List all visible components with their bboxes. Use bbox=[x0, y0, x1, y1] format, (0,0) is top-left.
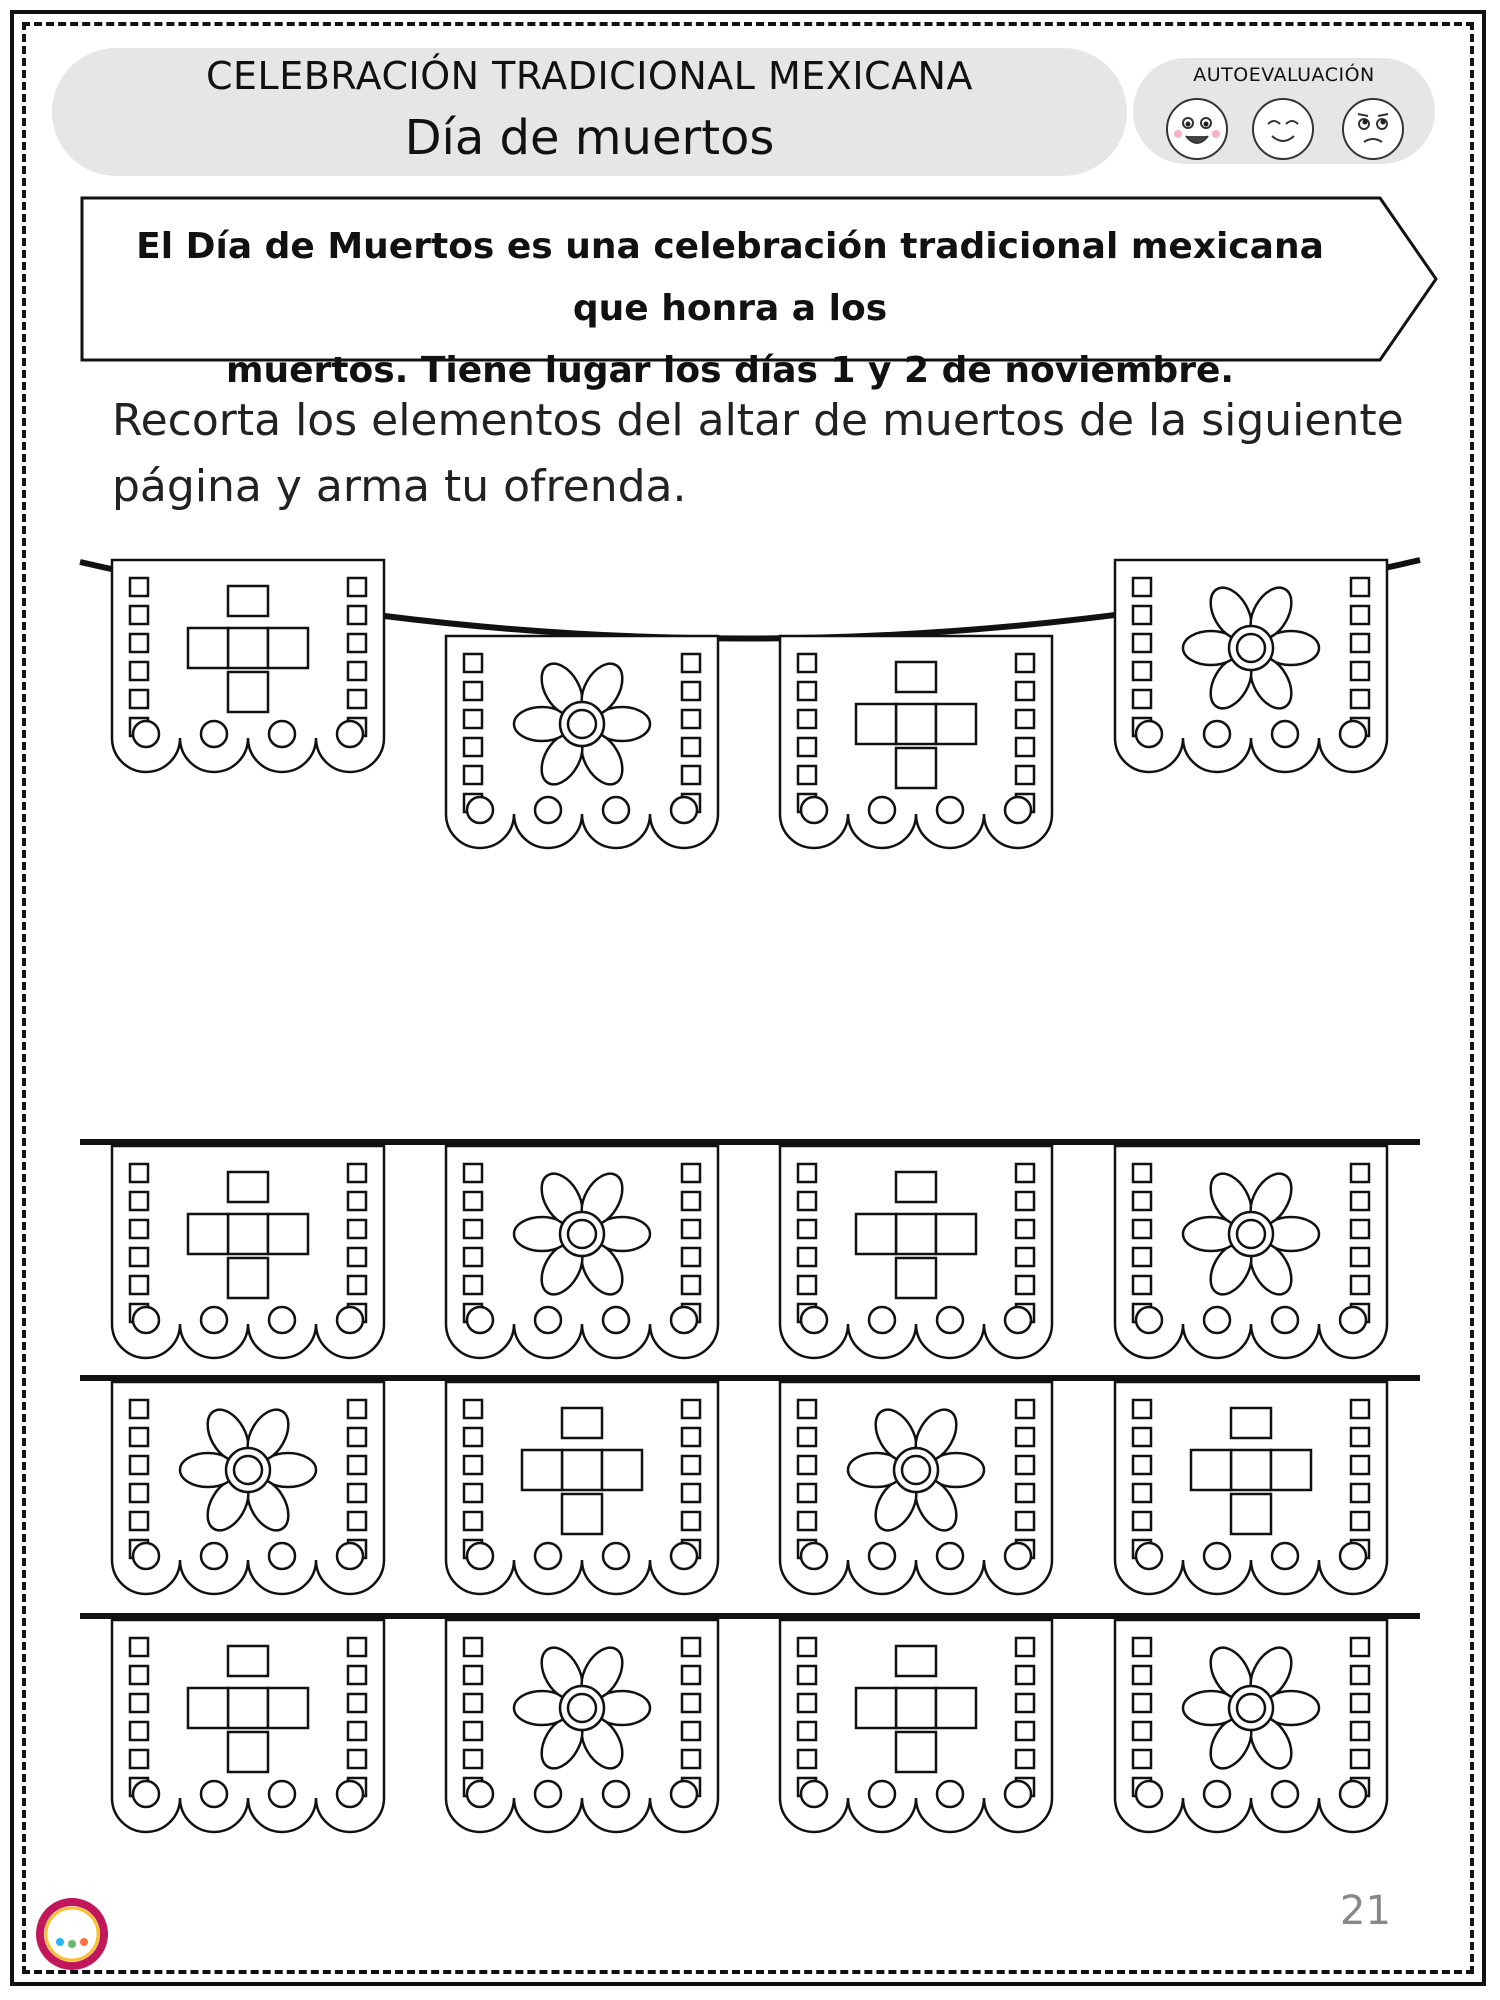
papel-picado-flag-flower bbox=[112, 1382, 384, 1594]
papel-picado-flag-flower bbox=[1115, 1146, 1387, 1358]
papel-picado-flag-flower bbox=[446, 1620, 718, 1832]
papel-picado-flag-cross bbox=[780, 1146, 1052, 1358]
info-line-2: muertos. Tiene lugar los días 1 y 2 de noviembre. bbox=[225, 350, 1235, 391]
papel-picado-flag-cross bbox=[780, 1620, 1052, 1832]
instructions-line-1: Recorta los elementos del altar de muertos de la siguiente bbox=[112, 395, 1404, 446]
papel-picado-flag-cross bbox=[446, 1382, 718, 1594]
papel-picado-flag-cross bbox=[112, 1620, 384, 1832]
papel-picado-flag-flower bbox=[446, 1146, 718, 1358]
tu-aula-favorita-logo-icon bbox=[34, 1896, 110, 1972]
papel-picado-flag-cross bbox=[780, 636, 1052, 848]
page-number: 21 bbox=[1340, 1888, 1391, 1934]
page-subtitle: Día de muertos bbox=[404, 110, 775, 166]
page-title: CELEBRACIÓN TRADICIONAL MEXICANA bbox=[206, 54, 973, 98]
papel-picado-flag-cross bbox=[112, 1146, 384, 1358]
papel-picado-flag-cross bbox=[112, 560, 384, 772]
papel-picado-flag-flower bbox=[1115, 1620, 1387, 1832]
papel-picado-flag-cross bbox=[1115, 1382, 1387, 1594]
info-line-1: El Día de Muertos es una celebración tradicional mexicana que honra a los bbox=[136, 226, 1324, 329]
papel-picado-flag-flower bbox=[446, 636, 718, 848]
instructions-line-2: página y arma tu ofrenda. bbox=[112, 461, 687, 512]
papel-picado-flag-flower bbox=[780, 1382, 1052, 1594]
papel-picado-flag-flower bbox=[1115, 560, 1387, 772]
self-assessment-label: AUTOEVALUACIÓN bbox=[1193, 64, 1375, 86]
